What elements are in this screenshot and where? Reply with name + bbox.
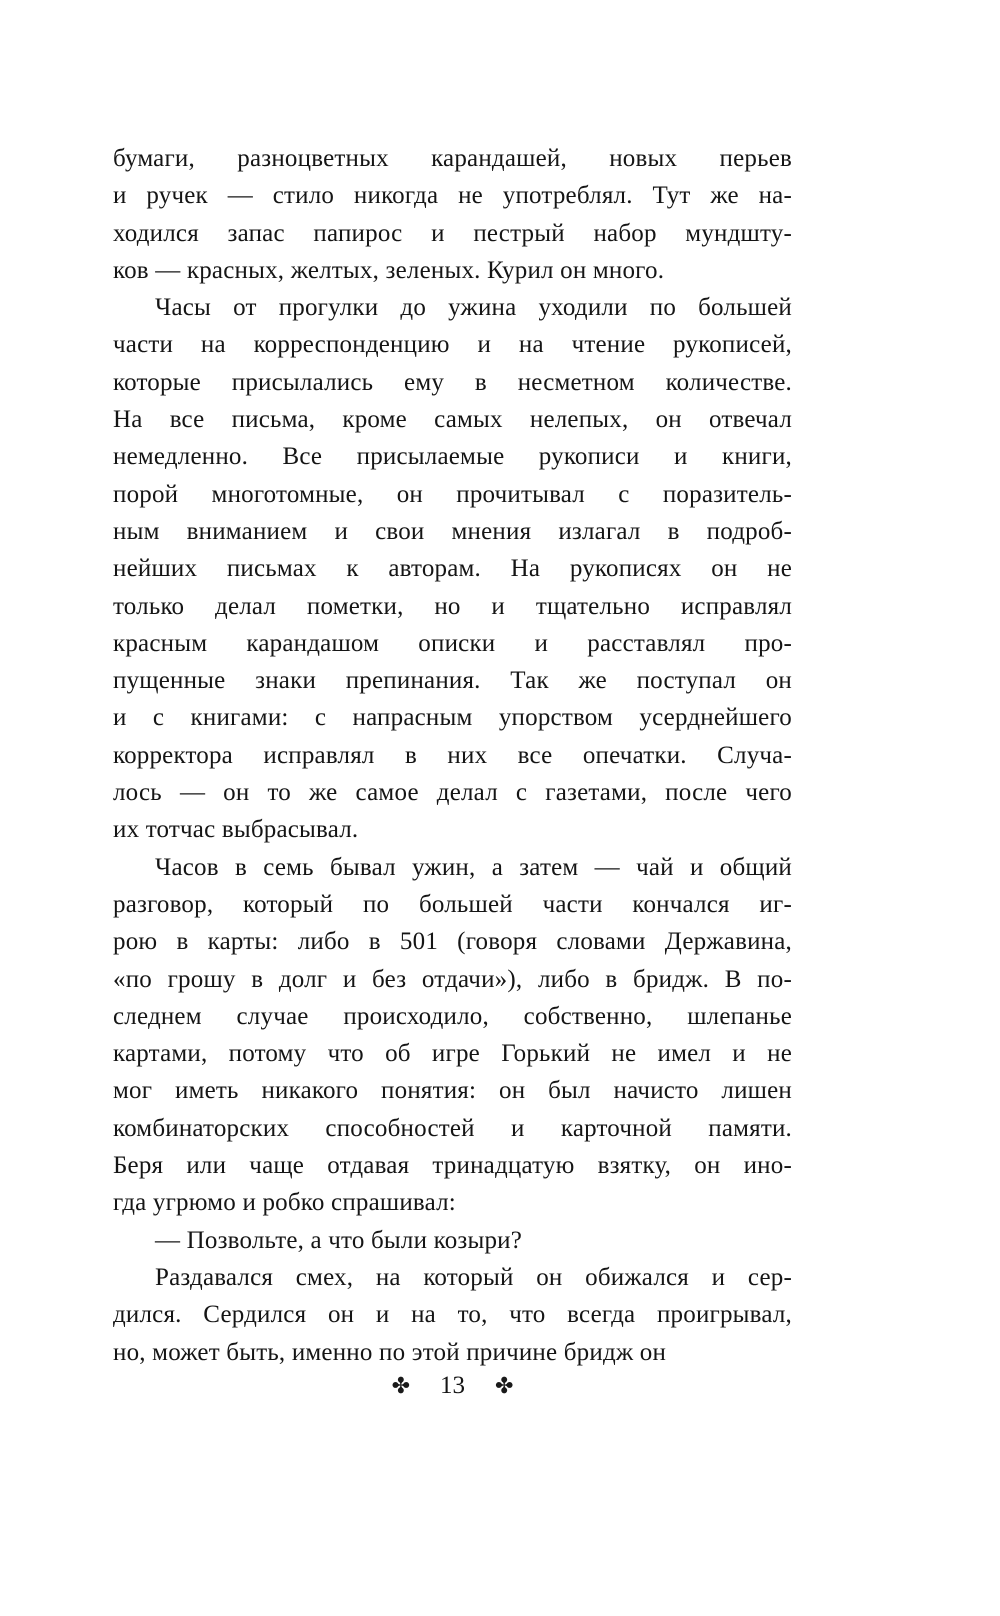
text-line: — Позвольте, а что были козыри?: [155, 1226, 523, 1254]
text-line: На все письма, кроме самых нелепых, он отвечал: [113, 406, 792, 434]
page-number: 13: [440, 1372, 465, 1399]
text-line: комбинаторских способностей и карточной памяти.: [113, 1114, 792, 1142]
text-line: корректора исправлял в них все опечатки. Случа-: [113, 741, 792, 769]
text-line: Часы от прогулки до ужина уходили по большей: [155, 294, 792, 322]
paragraph: [113, 1259, 792, 1371]
text-line: красным карандашом описки и расставлял про-: [113, 629, 792, 657]
text-line: бумаги, разноцветных карандашей, новых перьев: [113, 145, 792, 172]
ornament-right-icon: ✤: [495, 1373, 514, 1398]
ornament-left-icon: ✤: [391, 1373, 410, 1398]
text-line: следнем случае происходило, собственно, шлепанье: [113, 1002, 792, 1030]
text-line: гда угрюмо и робко спрашивал:: [113, 1189, 456, 1217]
text-line: дился. Сердился он и на то, что всегда проигрывал,: [113, 1301, 792, 1329]
paragraph: [113, 849, 792, 1222]
paragraph: [113, 1222, 792, 1259]
text-line: немедленно. Все присылаемые рукописи и книги,: [113, 443, 792, 471]
text-line: разговор, который по большей части кончался иг-: [113, 890, 792, 918]
text-line: Часов в семь бывал ужин, а затем — чай и общий: [155, 853, 792, 881]
text-line: мог иметь никакого понятия: он был начисто лишен: [113, 1077, 792, 1105]
text-line: лось — он то же самое делал с газетами, после чего: [113, 779, 792, 807]
text-line: рою в карты: либо в 501 (говоря словами Державина,: [113, 928, 792, 956]
text-line: и ручек — стило никогда не употреблял. Тут же на-: [113, 182, 792, 210]
text-line: картами, потому что об игре Горький не имел и не: [113, 1040, 792, 1068]
text-line: которые присылались ему в несметном количестве.: [113, 368, 792, 396]
paragraph: [113, 289, 792, 848]
text-line: пущенные знаки препинания. Так же поступал он: [113, 667, 792, 695]
text-line: ным вниманием и свои мнения излагал в подроб-: [113, 517, 792, 545]
text-line: части на корреспонденцию и на чтение рукописей,: [113, 331, 792, 359]
text-block: [113, 140, 792, 1371]
text-line: «по грошу в долг и без отдачи»), либо в бридж. В по-: [113, 965, 792, 993]
text-line: ков — красных, желтых, зеленых. Курил он много.: [113, 256, 665, 284]
text-line: ходился запас папирос и пестрый набор мундшту-: [113, 219, 792, 247]
text-line: и с книгами: с напрасным упорством усерднейшего: [113, 704, 792, 732]
text-line: Раздавался смех, на который он обижался и сер-: [155, 1263, 792, 1291]
text-line: только делал пометки, но и тщательно исправлял: [113, 592, 792, 620]
text-line: но, может быть, именно по этой причине бридж он: [113, 1338, 667, 1366]
paragraph: [113, 140, 792, 289]
text-line: их тотчас выбрасывал.: [113, 816, 359, 844]
text-line: порой многотомные, он прочитывал с поразитель-: [113, 480, 792, 508]
text-line: нейших письмах к авторам. На рукописях он не: [113, 555, 792, 583]
text-line: Беря или чаще отдавая тринадцатую взятку, он ино-: [113, 1152, 792, 1180]
page-footer: [113, 1372, 792, 1400]
